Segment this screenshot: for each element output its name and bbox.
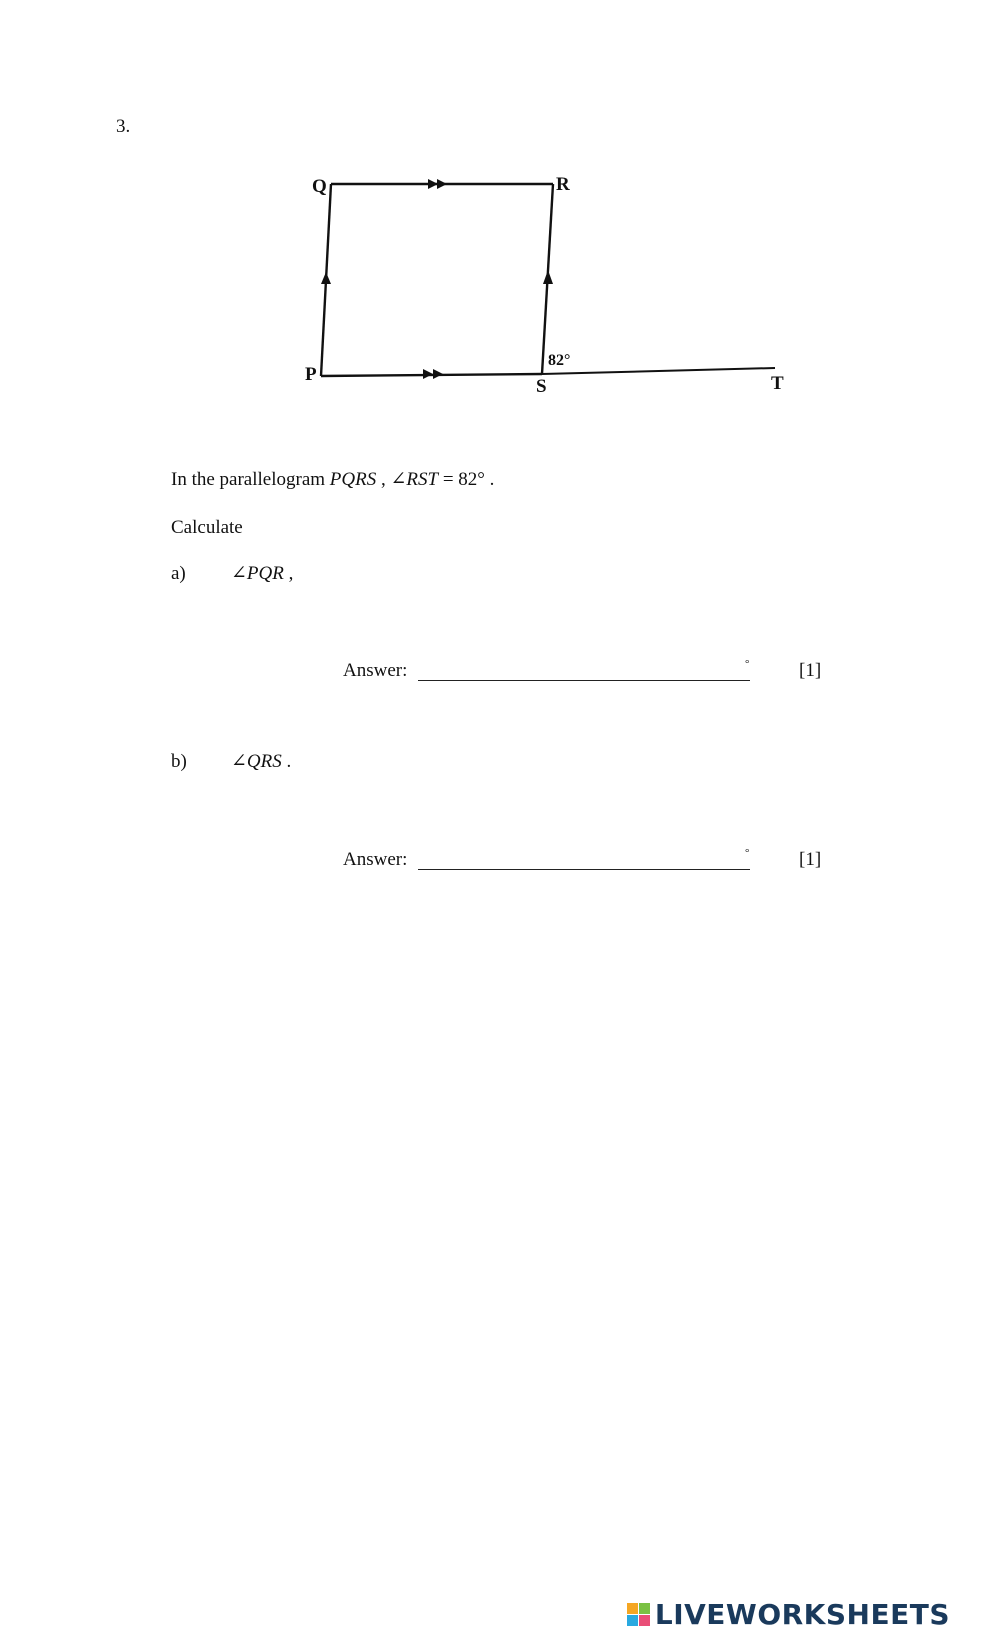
instruction: Calculate [171, 517, 243, 538]
logo-square-3 [627, 1615, 638, 1626]
intro-value: 82° [458, 469, 485, 490]
part-a-punct: , [283, 563, 294, 584]
liveworksheets-logo-icon [627, 1603, 651, 1627]
brand-logo-group[interactable] [627, 1598, 950, 1631]
part-a-answer-label: Answer: [343, 660, 408, 681]
part-a-angle: ∠PQR [231, 563, 284, 584]
intro-sentence [171, 470, 494, 489]
double-arrow-qr [428, 179, 447, 189]
single-arrow-sr [543, 270, 553, 284]
part-b-question [231, 752, 291, 771]
intro-prefix: In the parallelogram [171, 469, 330, 490]
part-a-answer-field[interactable] [418, 660, 750, 681]
line-st [542, 368, 775, 374]
part-b-angle: ∠QRS [231, 751, 282, 772]
part-b-answer-label: Answer: [343, 849, 408, 870]
logo-square-4 [639, 1615, 650, 1626]
intro-angle: ∠RST [390, 469, 439, 490]
part-a-marks: [1] [799, 660, 822, 681]
part-b-answer-field[interactable] [418, 849, 750, 870]
double-arrow-ps [423, 369, 443, 379]
vertex-p-label: P [305, 364, 317, 385]
logo-square-1 [627, 1603, 638, 1614]
part-a-label: a) [171, 563, 186, 584]
part-a-question [231, 564, 293, 583]
intro-shape: PQRS [329, 469, 377, 490]
single-arrow-pq [321, 272, 331, 284]
vertex-s-label: S [536, 376, 547, 397]
vertex-t-label: T [771, 373, 784, 394]
part-b-marks: [1] [799, 849, 822, 870]
intro-equals: = [438, 469, 459, 490]
parallelogram-diagram [0, 0, 1000, 420]
logo-square-2 [639, 1603, 650, 1614]
part-a-unit: ° [745, 658, 750, 670]
intro-sep: , [376, 469, 391, 490]
angle-rst-label: 82° [548, 352, 571, 369]
vertex-q-label: Q [312, 176, 327, 197]
brand-name: LIVEWORKSHEETS [654, 1598, 950, 1631]
part-b-unit: ° [745, 847, 750, 859]
part-b-label: b) [171, 751, 187, 772]
part-b-punct: . [281, 751, 292, 772]
intro-end: . [484, 469, 495, 490]
vertex-r-label: R [556, 174, 570, 195]
question-number: 3. [116, 116, 131, 137]
